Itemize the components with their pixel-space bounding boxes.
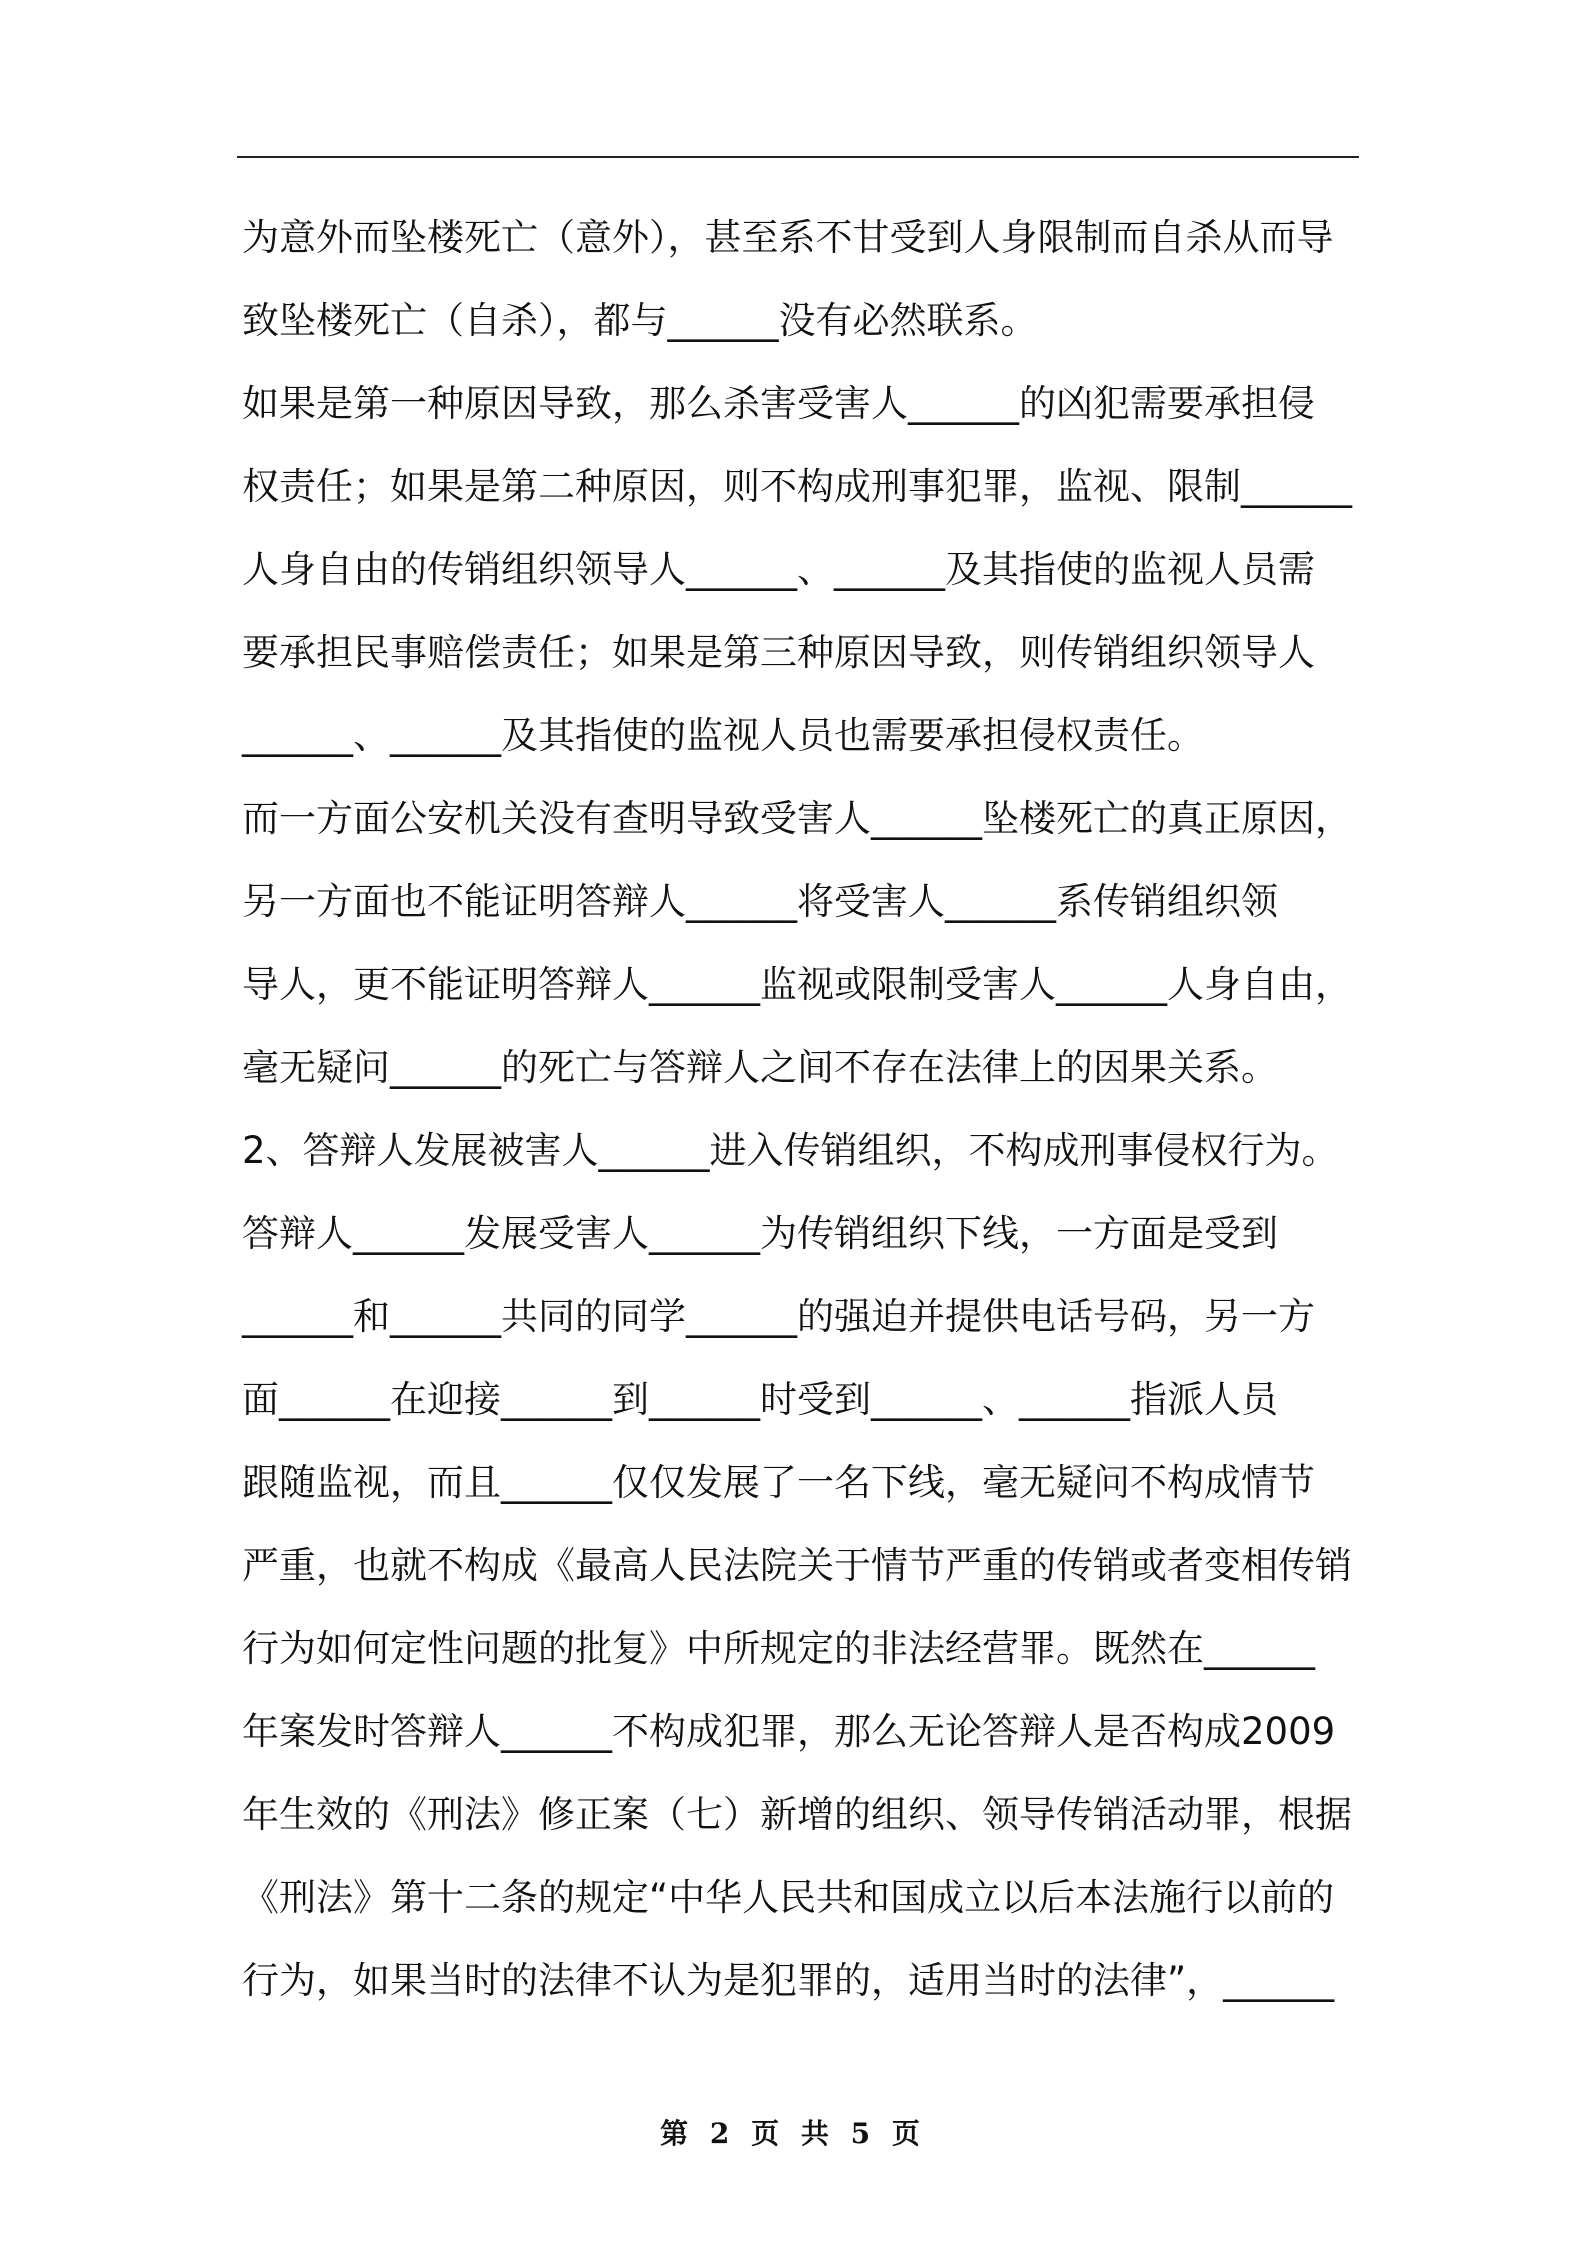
text-line: 行为，如果当时的法律不认为是犯罪的，适用当时的法律”，______ [242, 1959, 1335, 2002]
text-line: 致坠楼死亡（自杀），都与______没有必然联系。 [242, 299, 1038, 342]
header-rule [237, 156, 1359, 158]
text-line: 《刑法》第十二条的规定“中华人民共和国成立以后本法施行以前的 [242, 1876, 1335, 1919]
text-line: 而一方面公安机关没有查明导致受害人______坠楼死亡的真正原因， [242, 797, 1352, 840]
text-line: 要承担民事赔偿责任；如果是第三种原因导致，则传销组织领导人 [242, 631, 1315, 674]
text-line: 答辩人______发展受害人______为传销组织下线，一方面是受到 [242, 1212, 1278, 1255]
text-line: 人身自由的传销组织领导人______、______及其指使的监视人员需 [242, 548, 1315, 591]
text-line: 年案发时答辩人______不构成犯罪，那么无论答辩人是否构成2009 [242, 1710, 1336, 1753]
text-line: 跟随监视，而且______仅仅发展了一名下线，毫无疑问不构成情节 [242, 1461, 1315, 1504]
page-number: 第 2 页 共 5 页 [660, 2117, 926, 2150]
text-line: 严重，也就不构成《最高人民法院关于情节严重的传销或者变相传销 [242, 1544, 1352, 1587]
text-line: 2、答辩人发展被害人______进入传销组织，不构成刑事侵权行为。 [242, 1129, 1339, 1172]
text-line: 如果是第一种原因导致，那么杀害受害人______的凶犯需要承担侵 [242, 382, 1315, 425]
text-line: 毫无疑问______的死亡与答辩人之间不存在法律上的因果关系。 [242, 1046, 1278, 1089]
text-line: 为意外而坠楼死亡（意外），甚至系不甘受到人身限制而自杀从而导 [242, 216, 1334, 259]
text-line: 行为如何定性问题的批复》中所规定的非法经营罪。既然在______ [242, 1627, 1315, 1670]
text-line: 导人，更不能证明答辩人______监视或限制受害人______人身自由， [242, 963, 1352, 1006]
text-line: ______和______共同的同学______的强迫并提供电话号码，另一方 [242, 1295, 1315, 1338]
text-line: 权责任；如果是第二种原因，则不构成刑事犯罪，监视、限制______ [242, 465, 1352, 508]
document-body [242, 196, 1362, 2022]
text-line: ______、______及其指使的监视人员也需要承担侵权责任。 [242, 714, 1204, 757]
text-line: 面______在迎接______到______时受到______、______指派人员 [242, 1378, 1278, 1421]
text-line: 另一方面也不能证明答辩人______将受害人______系传销组织领 [242, 880, 1278, 923]
text-line: 年生效的《刑法》修正案（七）新增的组织、领导传销活动罪，根据 [242, 1793, 1352, 1836]
